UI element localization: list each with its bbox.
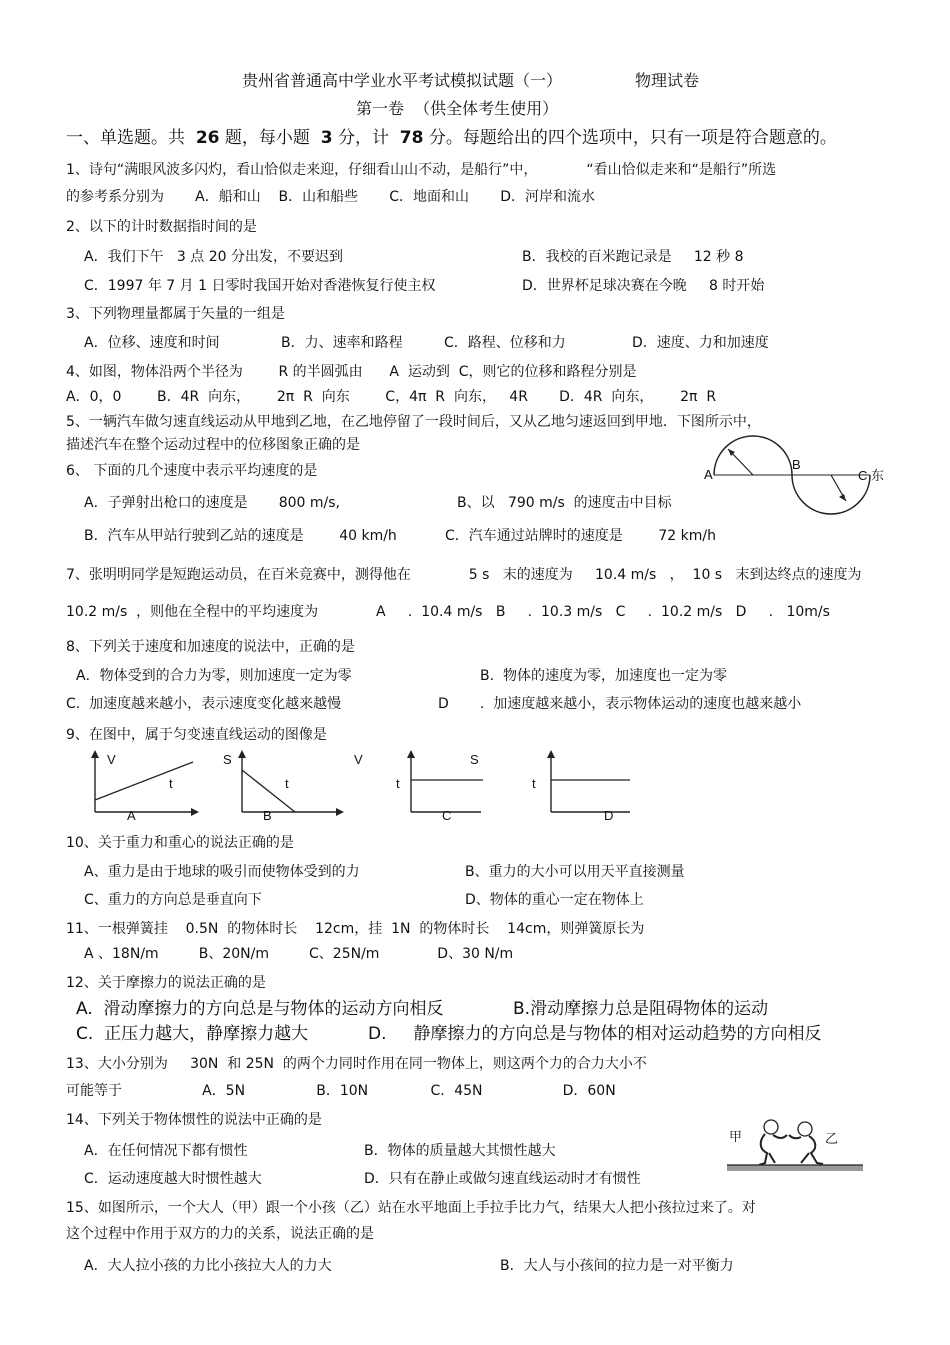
- q3-option-c: C．路程、位移和力: [444, 335, 566, 351]
- q14-stem: 14、下列关于物体惯性的说法中正确的是: [66, 1112, 322, 1128]
- q6-stem: 6、 下面的几个速度中表示平均速度的是: [66, 463, 318, 479]
- graph-d-y-label: S: [470, 752, 479, 767]
- semicircle-path-figure: [700, 415, 890, 510]
- graph-d-label: D: [604, 808, 614, 823]
- q13-stem: 13、大小分别为 30N 和 25N 的两个力同时作用在同一物体上，则这两个力的合力大小不: [66, 1056, 647, 1072]
- tug-of-war-figure: [725, 1113, 870, 1178]
- q1-stem: 1、诗句“满眼风波多闪灼，看山恰似走来迎，仔细看山山不动，是船行”中， “看山恰似走来和“是船行”所选: [66, 162, 777, 178]
- q10-option-b: B、重力的大小可以用天平直接测量: [465, 864, 685, 880]
- q12-option-a: A. 滑动摩擦力的方向总是与物体的运动方向相反: [76, 999, 444, 1019]
- section-heading: 一、单选题。共 26 题，每小题 3 分，计 78 分。每题给出的四个选项中，只有一项是符合题意的。: [66, 128, 837, 148]
- graph-a-t-label: t: [169, 776, 173, 791]
- volume-title: 第一卷 （供全体考生使用）: [356, 99, 559, 118]
- q10-option-d: D、物体的重心一定在物体上: [465, 892, 644, 908]
- q7-options: 10.2 m/s ，则他在全程中的平均速度为 A . 10.4 m/s B . 10.3 m/s C . 10.2 m/s D . 10m/s: [66, 604, 830, 620]
- graph-b-y-label: S: [223, 752, 232, 767]
- q11-stem: 11、一根弹簧挂 0.5N 的物体时长 12cm，挂 1N 的物体时长 14cm，则弹簧原长为: [66, 921, 645, 937]
- q5-stem-cont: 描述汽车在整个运动过程中的位移图象正确的是: [66, 437, 360, 453]
- q8-option-d: D . 加速度越来越小，表示物体运动的速度也越来越小: [438, 696, 802, 712]
- q10-stem: 10、关于重力和重心的说法正确的是: [66, 835, 294, 851]
- q4-stem: 4、如图，物体沿两个半径为 R 的半圆弧由 A 运动到 C，则它的位移和路程分别是: [66, 364, 637, 380]
- q11-options: A 、18N/m B、20N/m C、25N/m D、30 N/m: [84, 946, 514, 962]
- q4-options: A．0，0 B．4R 向东， 2π R 向东 C，4π R 向东， 4R D．4R 向东， 2π R: [66, 389, 717, 405]
- q14-option-a: A．在任何情况下都有惯性: [84, 1143, 248, 1159]
- q8-option-a: A．物体受到的合力为零，则加速度一定为零: [76, 668, 352, 684]
- q3-option-b: B．力、速率和路程: [281, 335, 403, 351]
- graph-c-t-label: t: [396, 776, 400, 791]
- q9-stem: 9、在图中，属于匀变速直线运动的图像是: [66, 727, 327, 743]
- q6-option-b1: B、以 790 m/s 的速度击中目标: [457, 495, 672, 511]
- q12-option-c: C. 正压力越大，静摩擦力越大: [76, 1024, 309, 1044]
- q15-stem-cont: 这个过程中作用于双方的力的关系，说法正确的是: [66, 1226, 374, 1242]
- q14-option-d: D．只有在静止或做匀速直线运动时才有惯性: [364, 1171, 641, 1187]
- point-c-label: C 东: [858, 468, 885, 483]
- point-a-label: A: [704, 467, 713, 482]
- graph-c-y-label: V: [354, 752, 363, 767]
- q13-options: 可能等于 A．5N B．10N C．45N D．60N: [66, 1083, 616, 1099]
- q6-option-b2: B．汽车从甲站行驶到乙站的速度是 40 km/h: [84, 528, 397, 544]
- q15-option-b: B．大人与小孩间的拉力是一对平衡力: [500, 1258, 734, 1274]
- q5-stem: 5、一辆汽车做匀速直线运动从甲地到乙地，在乙地停留了一段时间后，又从乙地匀速返回到甲地．下图所示中，: [66, 414, 761, 430]
- q1-options: 的参考系分别为 A．船和山 B．山和船些 C．地面和山 D．河岸和流水: [66, 189, 595, 205]
- q3-option-a: A．位移、速度和时间: [84, 335, 220, 351]
- q14-option-c: C．运动速度越大时惯性越大: [84, 1171, 262, 1187]
- q12-option-b: B.滑动摩擦力总是阻碍物体的运动: [513, 999, 769, 1019]
- q10-option-c: C、重力的方向总是垂直向下: [84, 892, 262, 908]
- q10-option-a: A、重力是由于地球的吸引而使物体受到的力: [84, 864, 360, 880]
- q14-option-b: B．物体的质量越大其惯性越大: [364, 1143, 556, 1159]
- adult-label: 甲: [729, 1129, 743, 1144]
- q2-option-a: A．我们下午 3 点 20 分出发，不要迟到: [84, 249, 343, 265]
- q8-option-c: C. 加速度越来越小，表示速度变化越来越慢: [66, 696, 342, 712]
- q3-stem: 3、下列物理量都属于矢量的一组是: [66, 306, 285, 322]
- point-b-label: B: [792, 457, 801, 472]
- graph-c-label: C: [442, 808, 452, 823]
- graph-a-label: A: [127, 808, 136, 823]
- q8-option-b: B. 物体的速度为零，加速度也一定为零: [480, 668, 727, 684]
- q2-option-b: B．我校的百米跑记录是 12 秒 8: [522, 249, 744, 265]
- q15-option-a: A．大人拉小孩的力比小孩拉大人的力大: [84, 1258, 332, 1274]
- child-label: 乙: [825, 1131, 839, 1146]
- exam-subject: 物理试卷: [635, 71, 700, 90]
- exam-title: 贵州省普通高中学业水平考试模拟试题（一）: [242, 71, 563, 90]
- graph-a-y-label: V: [107, 752, 116, 767]
- graph-d-t-label: t: [532, 776, 536, 791]
- q2-stem: 2、以下的计时数据指时间的是: [66, 219, 257, 235]
- q3-option-d: D．速度、力和加速度: [632, 335, 769, 351]
- motion-graphs-figure: [85, 748, 645, 828]
- q2-option-d: D．世界杯足球决赛在今晚 8 时开始: [522, 278, 765, 294]
- q6-option-c: C．汽车通过站牌时的速度是 72 km/h: [445, 528, 716, 544]
- q6-option-a: A．子弹射出枪口的速度是 800 m/s,: [84, 495, 340, 511]
- q12-stem: 12、关于摩擦力的说法正确的是: [66, 975, 266, 991]
- graph-b-label: B: [263, 808, 272, 823]
- graph-b-t-label: t: [285, 776, 289, 791]
- q15-stem: 15、如图所示，一个大人（甲）跟一个小孩（乙）站在水平地面上手拉手比力气，结果大人把小孩拉过来了。对: [66, 1200, 756, 1216]
- q2-option-c: C．1997 年 7 月 1 日零时我国开始对香港恢复行使主权: [84, 278, 436, 294]
- q12-option-d: D. 静摩擦力的方向总是与物体的相对运动趋势的方向相反: [368, 1024, 822, 1044]
- q8-stem: 8、下列关于速度和加速度的说法中，正确的是: [66, 639, 355, 655]
- q7-stem: 7、张明明同学是短跑运动员，在百米竞赛中，测得他在 5 s 末的速度为 10.4 m/s ， 10 s 末到达终点的速度为: [66, 567, 862, 583]
